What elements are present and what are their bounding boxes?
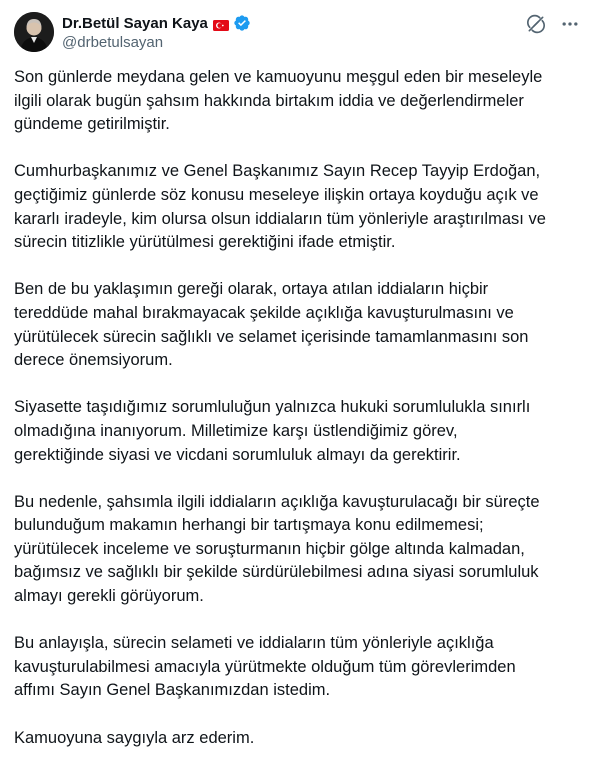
header-actions — [526, 14, 580, 34]
tweet-paragraph: Son günlerde meydana gelen ve kamuoyunu meşgul eden bir meseleyle ilgili olarak bugün şahsım hakkında birtakım iddia ve değerlendirmeler gündeme getirilmiştir. — [14, 68, 543, 134]
tweet-paragraph: Siyasette taşıdığımız sorumluluğun yalnızca hukuki sorumlulukla sınırlı olmadığına inanıyorum. Milletimize karşı üstlendiğimiz görev, gerektiğinde siyasi ve vicdani sorumluluk almayı da gerektirir. — [14, 398, 531, 464]
author-handle[interactable]: @drbetulsayan — [62, 34, 164, 51]
tweet-header — [14, 12, 586, 56]
verified-badge-icon[interactable] — [233, 14, 251, 32]
display-name[interactable]: Dr.Betül Sayan Kaya — [62, 14, 208, 32]
author-names — [62, 13, 251, 51]
display-name-row — [62, 13, 251, 33]
tweet-paragraph: Ben de bu yaklaşımın gereği olarak, ortaya atılan iddiaların hiçbir tereddüde mahal bırakmayacak şekilde açıklığa kavuşturulmasını ve yürütülecek sürecin sağlıklı ve selamet içerisinde tamamlanmasını son derece önemsiyorum. — [14, 280, 529, 370]
avatar-image — [14, 12, 54, 52]
tweet-paragraph: Kamuoyuna saygıyla arz ederim. — [14, 728, 255, 747]
turkey-flag-icon — [213, 18, 229, 29]
grok-icon[interactable] — [526, 14, 546, 34]
more-dots-icon[interactable] — [560, 14, 580, 34]
tweet-paragraph: Bu anlayışla, sürecin selameti ve iddiaların tüm yönleriyle açıklığa kavuşturulabilmesi amacıyla yürütmekte olduğum tüm görevlerimden affımı Sayın Genel Başkanımızdan istedim. — [14, 634, 516, 700]
tweet-paragraph: Cumhurbaşkanımız ve Genel Başkanımız Sayın Recep Tayyip Erdoğan, geçtiğimiz günlerde söz konusu meseleye ilişkin ortaya koyduğu açık ve kararlı iradeyle, kim olursa olsun iddiaların tüm yönleriyle araştırılması ve sürecin titizlikle yürütülmesi gerektiğini ifade etmiştir. — [14, 162, 546, 252]
tweet-paragraph: Bu nedenle, şahsımla ilgili iddiaların açıklığa kavuşturulacağı bir süreçte bulunduğum makamın herhangi bir tartışmaya konu edilmemesi; yürütülecek inceleme ve soruşturmanın hiçbir gölge altında kalmadan, bağımsız ve sağlıklı bir şekilde sürdürülebilmesi adına siyasi sorumluluk almayı gerekli görüyorum. — [14, 492, 540, 606]
avatar[interactable] — [14, 12, 54, 52]
tweet-text — [14, 66, 586, 750]
